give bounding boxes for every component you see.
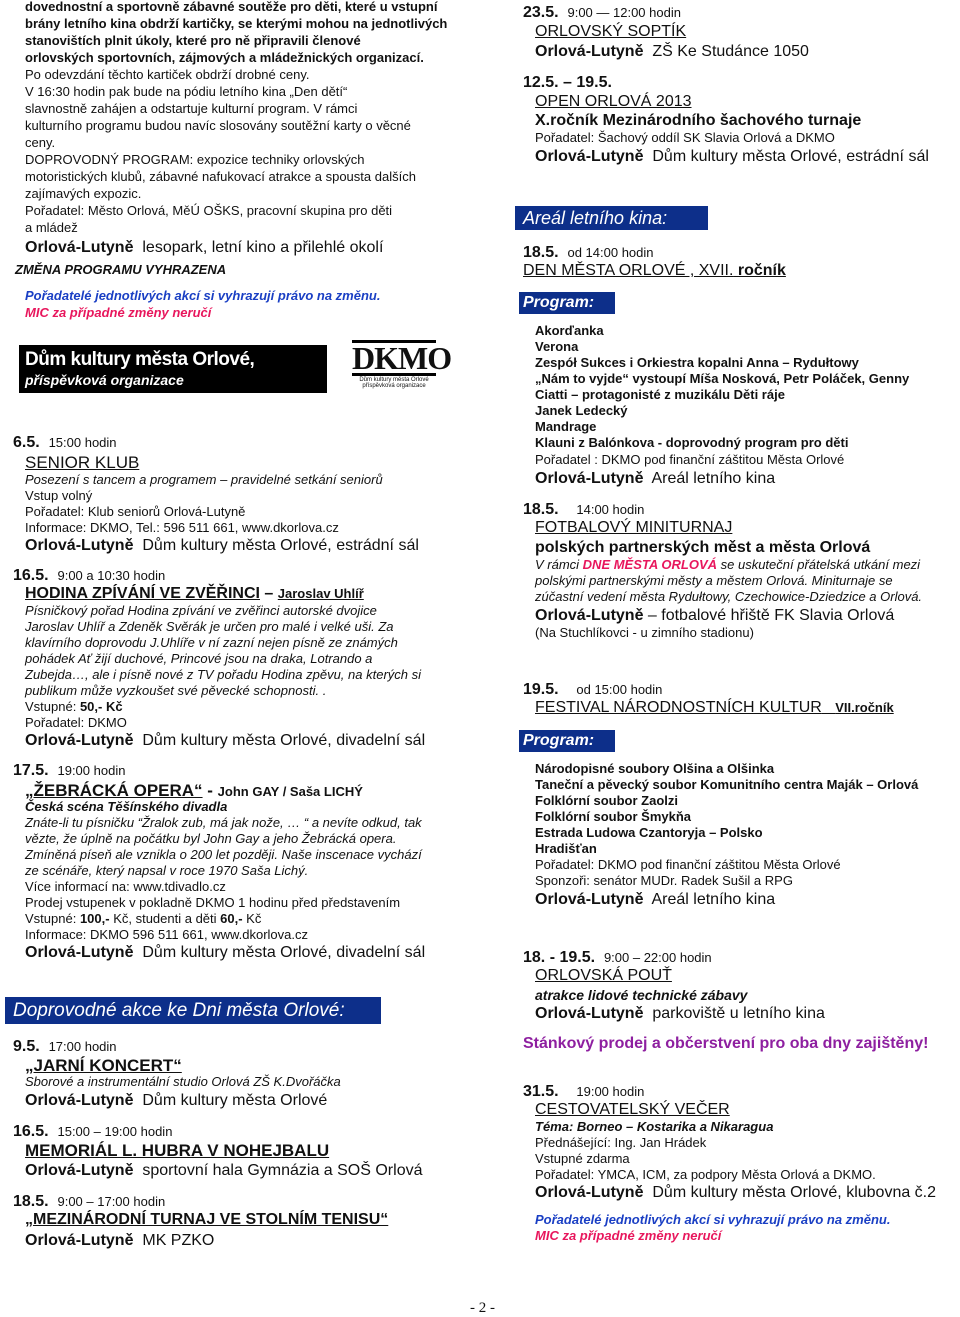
- intro-line: dovednostní a sportovně zábavné soutěže pro děti, které u vstupní: [25, 0, 438, 14]
- event-place: Orlová-Lutyně parkoviště u letního kina: [535, 1005, 825, 1022]
- dkmo-logo: DKMO Dům kultury města Orlové příspěvková organizace: [352, 340, 452, 389]
- intro-line: slavnostně zahájen a odstartuje kulturní program. V rámci: [25, 101, 358, 116]
- dkmo-bar-subtitle: příspěvková organizace: [25, 372, 184, 388]
- intro-line: zajímavých expozic.: [25, 186, 142, 201]
- event-date-time: 31.5. 19:00 hodin: [523, 1083, 645, 1100]
- program-tag: Program:: [519, 730, 615, 752]
- dkmo-bar: [19, 345, 327, 393]
- event-title: „JARNÍ KONCERT“: [25, 1056, 182, 1075]
- event-place: Orlová-Lutyně Dům kultury města Orlové, estrádní sál: [535, 148, 929, 165]
- event-place: Orlová-Lutyně – fotbalové hřiště FK Slavia Orlová: [535, 607, 895, 624]
- event-title: „MEZINÁRODNÍ TURNAJ VE STOLNÍM TENISU“: [25, 1211, 389, 1228]
- event-date-time: 16.5. 15:00 – 19:00 hodin: [13, 1123, 173, 1140]
- event-place: Orlová-Lutyně Dům kultury města Orlové, divadelní sál: [25, 944, 426, 961]
- change-note: ZMĚNA PROGRAMU VYHRAZENA: [15, 262, 227, 277]
- event-date-time: 18. - 19.5. 9:00 – 22:00 hodin: [523, 949, 712, 966]
- intro-line: Pořadatel: Město Orlová, MěÚ OŠKS, pracovní skupina pro děti: [25, 203, 393, 218]
- dkmo-bar-title: Dům kultury města Orlové,: [25, 349, 255, 370]
- event-title: „ŽEBRÁCKÁ OPERA“ - John GAY / Saša LICHÝ: [25, 781, 363, 800]
- event-date-time: 6.5. 15:00 hodin: [13, 434, 117, 451]
- intro-line: ceny.: [25, 135, 56, 150]
- event-subtitle: atrakce lidové technické zábavy: [535, 987, 748, 1003]
- event-place: Orlová-Lutyně Areál letního kina: [535, 891, 776, 908]
- disclaimer: Pořadatelé jednotlivých akcí si vyhrazují právo na změnu.: [535, 1212, 891, 1227]
- intro-line: motoristických klubů, zábavné nafukovací atrakce a spousta dalších: [25, 169, 416, 184]
- event-place: Orlová-Lutyně MK PZKO: [25, 1232, 215, 1249]
- event-date: 12.5. – 19.5.: [523, 74, 612, 91]
- intro-line: a mládež: [25, 220, 78, 235]
- event-subtitle: polských partnerských měst a města Orlová: [535, 539, 871, 556]
- dkmo-logo-text: DKMO: [352, 340, 452, 376]
- intro-line: DOPROVODNÝ PROGRAM: expozice techniky orlovských: [25, 152, 365, 167]
- event-title: FESTIVAL NÁRODNOSTNÍCH KULTUR VII.ročník: [535, 699, 894, 716]
- event-subtitle: X.ročník Mezinárodního šachového turnaje: [535, 112, 862, 129]
- event-date-time: 23.5. 9:00 — 12:00 hodin: [523, 4, 681, 21]
- event-title: SENIOR KLUB: [25, 453, 140, 472]
- event-place: Orlová-Lutyně Dům kultury města Orlové: [25, 1092, 328, 1109]
- event-title: HODINA ZPÍVÁNÍ VE ZVĚŘINCI – Jaroslav Uhlíř: [25, 585, 364, 602]
- event-place: Orlová-Lutyně Dům kultury města Orlové, estrádní sál: [25, 537, 419, 554]
- intro-line: V 16:30 hodin pak bude na pódiu letního kina „Den dětí“: [25, 84, 348, 99]
- event-title: MEMORIÁL L. HUBRA V NOHEJBALU: [25, 1141, 330, 1160]
- event-date-time: 9.5. 17:00 hodin: [13, 1038, 117, 1055]
- event-place: Orlová-Lutyně ZŠ Ke Studánce 1050: [535, 43, 809, 60]
- event-date-time: 16.5. 9:00 a 10:30 hodin: [13, 567, 166, 584]
- event-date-time: 18.5. 14:00 hodin: [523, 501, 645, 518]
- event-date-time: 18.5. 9:00 – 17:00 hodin: [13, 1193, 166, 1210]
- event-entry: Vstupné: 50,- Kč: [25, 699, 123, 714]
- disclaimer-mic: MIC za případné změny neručí: [25, 305, 212, 320]
- event-date-time: 19.5. od 15:00 hodin: [523, 681, 663, 698]
- event-title: CESTOVATELSKÝ VEČER: [535, 1101, 730, 1118]
- intro-line: orlovských sportovních, zájmových a mládežnických organizací.: [25, 50, 424, 65]
- intro-line: kulturního programu budou navíc slosovány soutěžní karty o věcné: [25, 118, 411, 133]
- event-entry: Vstupné: 100,- Kč, studenti a děti 60,- Kč: [25, 911, 262, 926]
- event-title: OPEN ORLOVÁ 2013: [535, 93, 692, 110]
- event-title: ORLOVSKÝ SOPTÍK: [535, 23, 687, 40]
- program-tag: Program:: [519, 292, 615, 314]
- page-number: - 2 -: [470, 1300, 495, 1316]
- intro-line: Po odevzdání těchto kartiček obdrží drobné ceny.: [25, 67, 310, 82]
- accompanying-events-banner: Doprovodné akce ke Dni města Orlové:: [5, 997, 381, 1024]
- event-place: Orlová-Lutyně Dům kultury města Orlové, divadelní sál: [25, 732, 426, 749]
- intro-line: brány letního kina obdrží kartičky, se kterými mohou na jednotlivých: [25, 16, 448, 31]
- event-title: ORLOVSKÁ POUŤ: [535, 967, 672, 984]
- event-place: Orlová-Lutyně Areál letního kina: [535, 470, 776, 487]
- intro-place: Orlová-Lutyně lesopark, letní kino a přilehlé okolí: [25, 239, 384, 256]
- event-place: Orlová-Lutyně sportovní hala Gymnázia a SOŠ Orlová: [25, 1162, 423, 1179]
- event-title: FOTBALOVÝ MINITURNAJ: [535, 519, 733, 536]
- stalls-note: Stánkový prodej a občerstvení pro oba dny zajištěny!: [523, 1035, 929, 1052]
- event-title: DEN MĚSTA ORLOVÉ , XVII. ročník: [523, 262, 786, 279]
- areal-tag: Areál letního kina:: [515, 206, 708, 230]
- event-date-time: 17.5. 19:00 hodin: [13, 762, 126, 779]
- event-place: Orlová-Lutyně Dům kultury města Orlové, klubovna č.2: [535, 1184, 937, 1201]
- disclaimer-mic: MIC za případné změny neručí: [535, 1228, 722, 1243]
- event-desc: Posezení s tancem a programem – pravidelné setkání seniorů: [25, 472, 383, 487]
- disclaimer: Pořadatelé jednotlivých akcí si vyhrazují právo na změnu.: [25, 288, 381, 303]
- event-date-time: 18.5. od 14:00 hodin: [523, 244, 654, 261]
- intro-line: stanovištích plnit úkoly, které pro ně připravili členové: [25, 33, 361, 48]
